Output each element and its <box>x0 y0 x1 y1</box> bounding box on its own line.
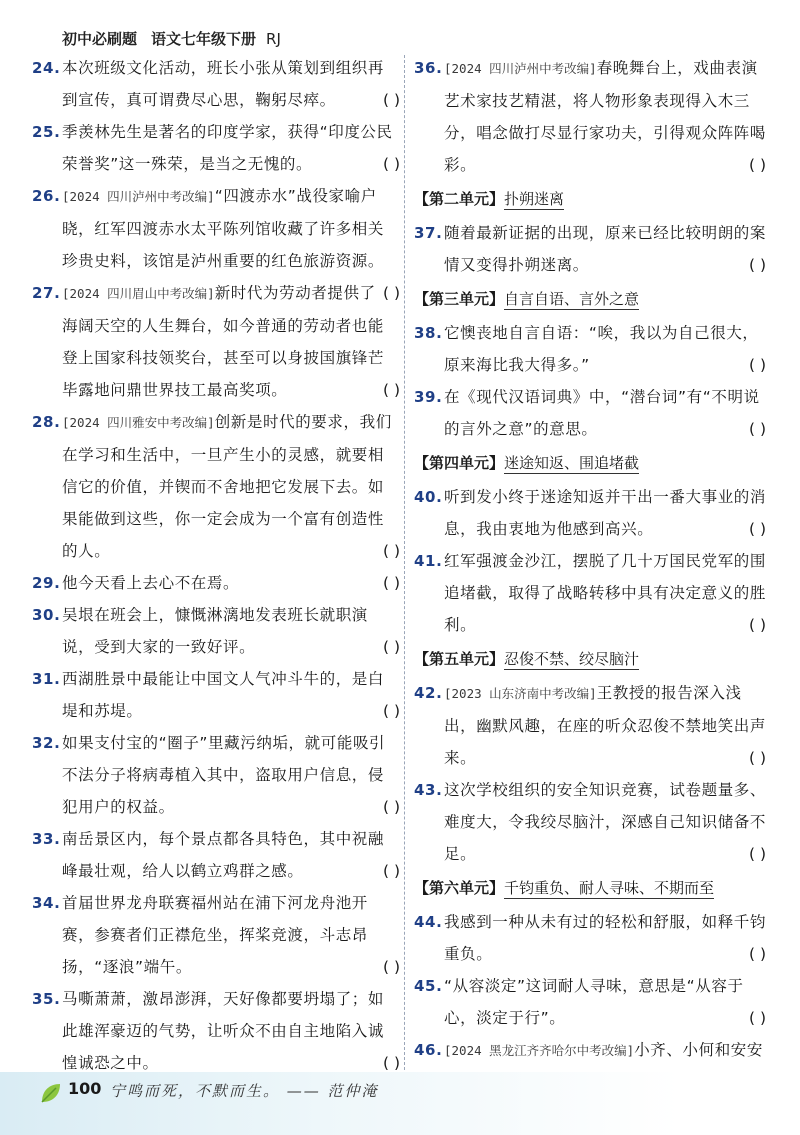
unit-idioms: 迷途知返、围追堵截 <box>504 454 640 472</box>
question-text: 创新是时代的要求，我们在学习和生活中，一旦产生小的灵感，就要相信它的价值，并锲而不舍地把它发展下去。如果能做到这些，你一定会成为一个富有创造性的人。 <box>62 413 392 560</box>
unit-idioms: 扑朔迷离 <box>504 190 565 208</box>
unit-heading <box>414 872 766 904</box>
right-column <box>414 52 766 1131</box>
series-title: 初中必刷题 <box>62 30 138 48</box>
question-text: 红军强渡金沙江，摆脱了几十万国民党军的围追堵截，取得了战略转移中具有决定意义的胜利。 <box>444 552 767 634</box>
question-text: 在《现代汉语词典》中，“潜台词”有“不明说的言外之意”的意思。 <box>444 388 760 438</box>
unit-heading <box>414 447 766 479</box>
unit-label: 【第二单元】 <box>414 190 505 208</box>
source-tag: [2024 四川眉山中考改编] <box>62 286 215 301</box>
question-item <box>32 663 400 727</box>
unit-heading <box>414 643 766 675</box>
question-text: 本次班级文化活动，班长小张从策划到组织再到宣传，真可谓费尽心思，鞠躬尽瘁。 <box>62 59 385 109</box>
page-footer <box>0 1072 800 1135</box>
unit-label: 【第六单元】 <box>414 879 505 897</box>
source-tag: [2024 四川雅安中考改编] <box>62 415 215 430</box>
question-number: 25. <box>32 123 61 141</box>
question-text: 新时代为劳动者提供了海阔天空的人生舞台，如今普通的劳动者也能登上国家科技领奖台，甚至可以身披国旗锋芒毕露地问鼎世界技工最高奖项。 <box>62 284 385 399</box>
unit-idioms: 自言自语、言外之意 <box>504 290 640 308</box>
question-number: 43. <box>414 781 443 799</box>
question-number: 26. <box>32 187 61 205</box>
question-number: 45. <box>414 977 443 995</box>
question-item <box>32 277 400 406</box>
question-number: 31. <box>32 670 61 688</box>
answer-blank[interactable]: ( ) <box>382 574 400 592</box>
question-item <box>414 217 766 281</box>
answer-blank[interactable]: ( ) <box>382 91 400 109</box>
question-number: 44. <box>414 913 443 931</box>
unit-heading <box>414 183 766 215</box>
question-item <box>32 887 400 983</box>
question-text: 王教授的报告深入浅出，幽默风趣，在座的听众忍俊不禁地笑出声来。 <box>444 684 767 767</box>
footer-motto: 宁鸣而死，不默而生。 —— 范仲淹 <box>110 1082 379 1100</box>
unit-label: 【第三单元】 <box>414 290 505 308</box>
page-number: 100 <box>68 1079 102 1098</box>
question-number: 35. <box>32 990 61 1008</box>
question-text: “从容淡定”这词耐人寻味，意思是“从容于心，淡定于行”。 <box>444 977 744 1027</box>
answer-blank[interactable]: ( ) <box>748 356 766 374</box>
source-tag: [2024 四川泸州中考改编] <box>62 189 215 204</box>
question-number: 28. <box>32 413 61 431</box>
question-text: 他今天看上去心不在焉。 <box>62 574 240 592</box>
question-number: 39. <box>414 388 443 406</box>
question-item <box>414 481 766 545</box>
question-number: 41. <box>414 552 443 570</box>
question-text: 听到发小终于迷途知返并干出一番大事业的消息，我由衷地为他感到高兴。 <box>444 488 767 538</box>
question-text: 南岳景区内，每个景点都各具特色，其中祝融峰最壮观，给人以鹤立鸡群之感。 <box>62 830 385 880</box>
answer-blank[interactable]: ( ) <box>382 958 400 976</box>
question-item <box>32 52 400 116</box>
question-number: 37. <box>414 224 443 242</box>
question-number: 40. <box>414 488 443 506</box>
question-item <box>414 545 766 641</box>
question-item <box>32 599 400 663</box>
question-item <box>414 317 766 381</box>
question-item <box>32 567 400 599</box>
question-text: 季羡林先生是著名的印度学家，获得“印度公民荣誉奖”这一殊荣，是当之无愧的。 <box>62 123 393 173</box>
answer-blank[interactable]: ( ) <box>382 284 400 302</box>
answer-blank[interactable]: ( ) <box>748 845 766 863</box>
question-number: 33. <box>32 830 61 848</box>
answer-blank[interactable]: ( ) <box>748 945 766 963</box>
answer-blank[interactable]: ( ) <box>382 1054 400 1072</box>
question-text: 春晚舞台上，戏曲表演艺术家技艺精湛，将人物形象表现得入木三分，唱念做打尽显行家功夫，引得观众阵阵喝彩。 <box>444 59 767 174</box>
unit-heading <box>414 283 766 315</box>
answer-blank[interactable]: ( ) <box>382 155 400 173</box>
question-text: 随着最新证据的出现，原来已经比较明朗的案情又变得扑朔迷离。 <box>444 224 767 274</box>
question-text: 首届世界龙舟联赛福州站在浦下河龙舟池开赛，参赛者们正襟危坐，挥桨竞渡，斗志昂扬，“逐浪”端午。 <box>62 894 368 976</box>
question-number: 38. <box>414 324 443 342</box>
answer-blank[interactable]: ( ) <box>382 542 400 560</box>
answer-blank[interactable]: ( ) <box>748 156 766 174</box>
answer-blank[interactable]: ( ) <box>382 798 400 816</box>
question-number: 29. <box>32 574 61 592</box>
question-item <box>32 823 400 887</box>
question-text: “四渡赤水”战役家喻户晓，红军四渡赤水太平陈列馆收藏了许多相关珍贵史料，该馆是泸州重要的红色旅游资源。 <box>62 187 385 270</box>
answer-blank[interactable]: ( ) <box>382 702 400 720</box>
answer-blank[interactable]: ( ) <box>748 749 766 767</box>
leaf-icon <box>38 1080 64 1106</box>
question-item <box>32 406 400 567</box>
source-tag: [2023 山东济南中考改编] <box>444 686 597 701</box>
question-text: 小齐、小何和安安 <box>634 1041 763 1059</box>
question-number: 32. <box>32 734 61 752</box>
question-number: 46. <box>414 1041 443 1059</box>
question-text: 吴垠在班会上，慷慨淋漓地发表班长就职演说，受到大家的一致好评。 <box>62 606 368 656</box>
answer-blank[interactable]: ( ) <box>748 616 766 634</box>
unit-idioms: 千钧重负、耐人寻味、不期而至 <box>504 879 715 897</box>
question-item <box>32 116 400 180</box>
subject-title: 语文七年级下册 <box>151 30 257 48</box>
unit-label: 【第四单元】 <box>414 454 505 472</box>
question-item <box>414 381 766 445</box>
answer-blank[interactable]: ( ) <box>748 256 766 274</box>
question-text: 西湖胜景中最能让中国文人气冲斗牛的，是白堤和苏堤。 <box>62 670 385 720</box>
question-text: 它懊丧地自言自语：“唉，我以为自己很大，原来海比我大得多。” <box>444 324 759 374</box>
question-number: 36. <box>414 59 443 77</box>
question-item <box>414 906 766 970</box>
question-item <box>414 970 766 1034</box>
answer-blank[interactable]: ( ) <box>748 1009 766 1027</box>
page-header <box>62 28 281 52</box>
question-number: 24. <box>32 59 61 77</box>
source-tag: [2024 四川泸州中考改编] <box>444 61 597 76</box>
question-number: 30. <box>32 606 61 624</box>
answer-blank[interactable]: ( ) <box>382 381 400 399</box>
question-item <box>414 677 766 774</box>
question-item <box>32 983 400 1079</box>
question-item <box>32 727 400 823</box>
question-item <box>414 774 766 870</box>
question-number: 27. <box>32 284 61 302</box>
question-text: 如果支付宝的“圈子”里藏污纳垢，就可能吸引不法分子将病毒植入其中，盗取用户信息，侵犯用户的权益。 <box>62 734 386 816</box>
answer-blank[interactable]: ( ) <box>382 638 400 656</box>
question-text: 马嘶萧萧，激昂澎湃，天好像都要坍塌了；如此雄浑豪迈的气势，让听众不由自主地陷入诚惶诚恐之中。 <box>62 990 385 1072</box>
question-number: 34. <box>32 894 61 912</box>
answer-blank[interactable]: ( ) <box>748 520 766 538</box>
answer-blank[interactable]: ( ) <box>748 420 766 438</box>
question-text: 这次学校组织的安全知识竞赛，试卷题量多、难度大，令我绞尽脑汁，深感自己知识储备不足。 <box>444 781 767 863</box>
column-divider <box>404 55 405 1075</box>
question-text: 我感到一种从未有过的轻松和舒服，如释千钧重负。 <box>444 913 767 963</box>
answer-blank[interactable]: ( ) <box>382 862 400 880</box>
unit-idioms: 忍俊不禁、绞尽脑汁 <box>504 650 640 668</box>
source-tag: [2024 黑龙江齐齐哈尔中考改编] <box>444 1043 635 1058</box>
question-number: 42. <box>414 684 443 702</box>
unit-label: 【第五单元】 <box>414 650 505 668</box>
edition-label: RJ <box>266 30 281 48</box>
left-column <box>32 52 400 1079</box>
question-item <box>414 52 766 181</box>
